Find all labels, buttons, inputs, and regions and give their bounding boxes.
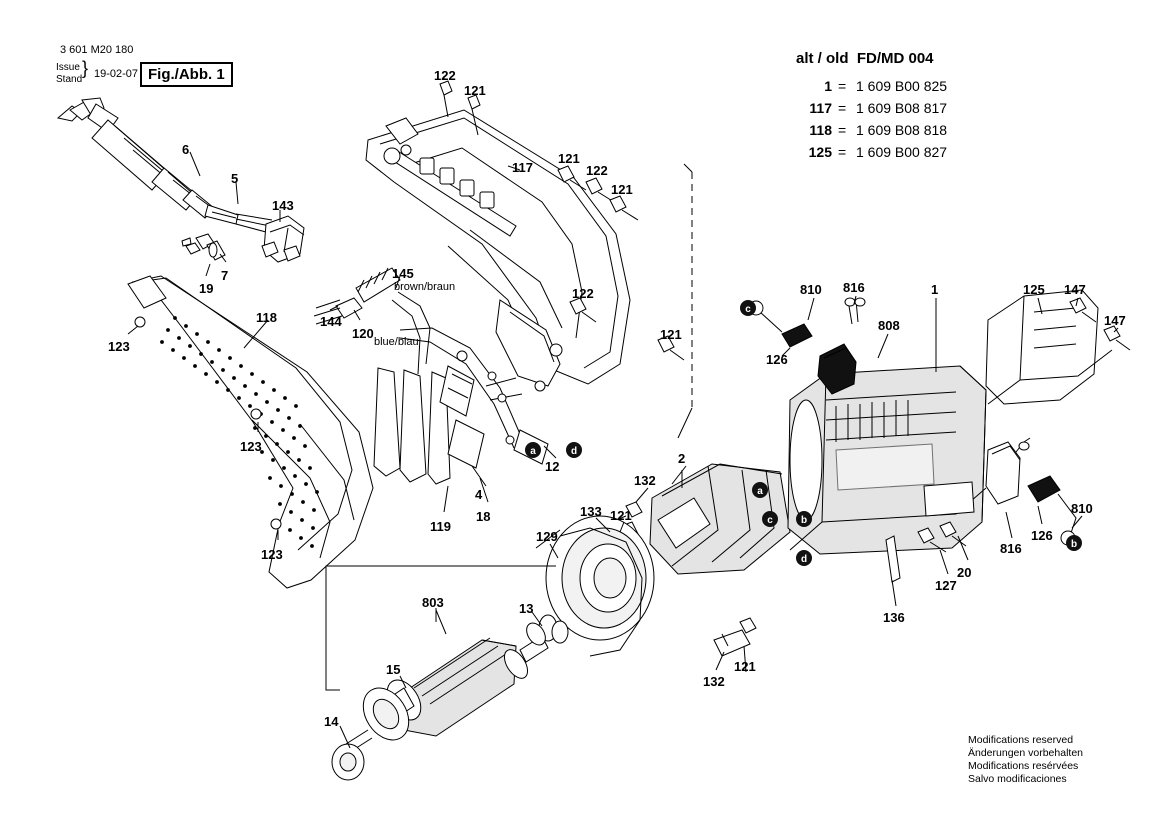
legend-key-1: 117	[809, 100, 832, 116]
svg-text:c: c	[745, 304, 751, 315]
group-cap-125	[986, 290, 1130, 404]
svg-text:a: a	[530, 446, 536, 457]
callout-132-a: 132	[634, 473, 656, 488]
callout-12: 12	[545, 459, 560, 474]
callout-123-b: 123	[240, 439, 262, 454]
legend-eq-2: =	[838, 122, 847, 138]
callout-15: 15	[386, 662, 401, 677]
legend-value-0: 1 609 B00 825	[856, 78, 948, 94]
callout-136: 136	[883, 610, 905, 625]
callout-121-d: 121	[610, 508, 632, 523]
legend-title: alt / old FD/MD 004	[796, 50, 934, 67]
legend-value-3: 1 609 B00 827	[856, 144, 948, 160]
callout-122-a: 122	[586, 163, 608, 178]
svg-text:b: b	[800, 515, 808, 526]
svg-text:d: d	[570, 446, 578, 457]
callout-121-a: 121	[558, 151, 580, 166]
callout-803: 803	[422, 595, 444, 610]
legend-value-2: 1 609 B08 818	[856, 122, 948, 138]
callout-121-c: 121	[660, 327, 682, 342]
part-number: 3 601 M20 180	[60, 44, 134, 56]
footer-note-1: Änderungen vorbehalten	[968, 747, 1084, 759]
issue-date: 19-02-07	[94, 68, 139, 80]
callout-4: 4	[475, 487, 483, 502]
callout-117: 117	[512, 160, 533, 175]
callout-121-e: 121	[734, 659, 756, 674]
callout-810-bot: 810	[1071, 501, 1093, 516]
callout-816-top: 816	[843, 280, 865, 295]
wire-label-blue: blue/blau	[374, 336, 419, 348]
legend-key-3: 125	[808, 144, 832, 160]
callout-143: 143	[272, 198, 294, 213]
issue-label-line1: Issue	[56, 62, 80, 73]
callout-7: 7	[221, 268, 229, 283]
svg-text:a: a	[757, 486, 763, 497]
callout-127: 127	[935, 578, 957, 593]
callout-125: 125	[1023, 282, 1045, 297]
callout-121-b: 121	[611, 182, 633, 197]
callout-19: 19	[199, 281, 214, 296]
group-armature-803	[332, 620, 549, 780]
callout-126-top: 126	[766, 352, 788, 367]
footer-note-3: Salvo modificaciones	[968, 773, 1067, 785]
issue-label-line2: Stand	[56, 74, 83, 85]
callout-14: 14	[324, 714, 339, 729]
callout-1-main: 1	[931, 282, 939, 297]
group-housing-808	[788, 366, 986, 582]
group-screws-small	[182, 238, 191, 246]
callout-133: 133	[580, 504, 602, 519]
callout-144: 144	[320, 314, 342, 329]
callout-6: 6	[182, 142, 190, 157]
callout-120: 120	[352, 326, 374, 341]
callout-121-top: 121	[464, 83, 486, 98]
callout-126-bot: 126	[1031, 528, 1053, 543]
callout-147-b: 147	[1104, 313, 1126, 328]
callout-810-top: 810	[800, 282, 822, 297]
group-power-cord	[58, 98, 304, 262]
callout-13: 13	[519, 601, 534, 616]
callout-118: 118	[256, 310, 277, 325]
callout-122-b: 122	[572, 286, 594, 301]
legend-eq-3: =	[838, 144, 847, 160]
group-brush-top	[749, 298, 865, 394]
svg-text:d: d	[800, 554, 808, 565]
callout-2: 2	[678, 451, 686, 466]
svg-text:b: b	[1070, 539, 1078, 550]
callout-129: 129	[536, 529, 558, 544]
legend-key-2: 118	[809, 122, 832, 138]
callout-123-c: 123	[261, 547, 283, 562]
callout-20: 20	[957, 565, 972, 580]
figure-label: Fig./Abb. 1	[140, 62, 233, 87]
issue-brace: }	[82, 58, 89, 78]
legend-key-0: 1	[824, 78, 832, 94]
callout-132-b: 132	[703, 674, 725, 689]
group-housing-117	[366, 110, 630, 391]
callout-147-a: 147	[1064, 282, 1086, 297]
footer-note-0: Modifications reserved	[968, 734, 1074, 746]
callout-123-a: 123	[108, 339, 130, 354]
svg-text:c: c	[767, 515, 773, 526]
callout-122-top: 122	[434, 68, 456, 83]
callout-119: 119	[430, 519, 451, 534]
legend-eq-0: =	[838, 78, 847, 94]
footer-note-2: Modifications resérvées	[968, 760, 1079, 772]
callout-18: 18	[476, 509, 491, 524]
callout-145: 145	[392, 266, 414, 281]
callout-5: 5	[231, 171, 239, 186]
callout-816-bot: 816	[1000, 541, 1022, 556]
callout-808: 808	[878, 318, 900, 333]
legend-value-1: 1 609 B08 817	[856, 100, 948, 116]
group-handle-118	[128, 276, 450, 588]
wire-label-brown: brown/braun	[394, 281, 456, 293]
legend-eq-1: =	[838, 100, 847, 116]
